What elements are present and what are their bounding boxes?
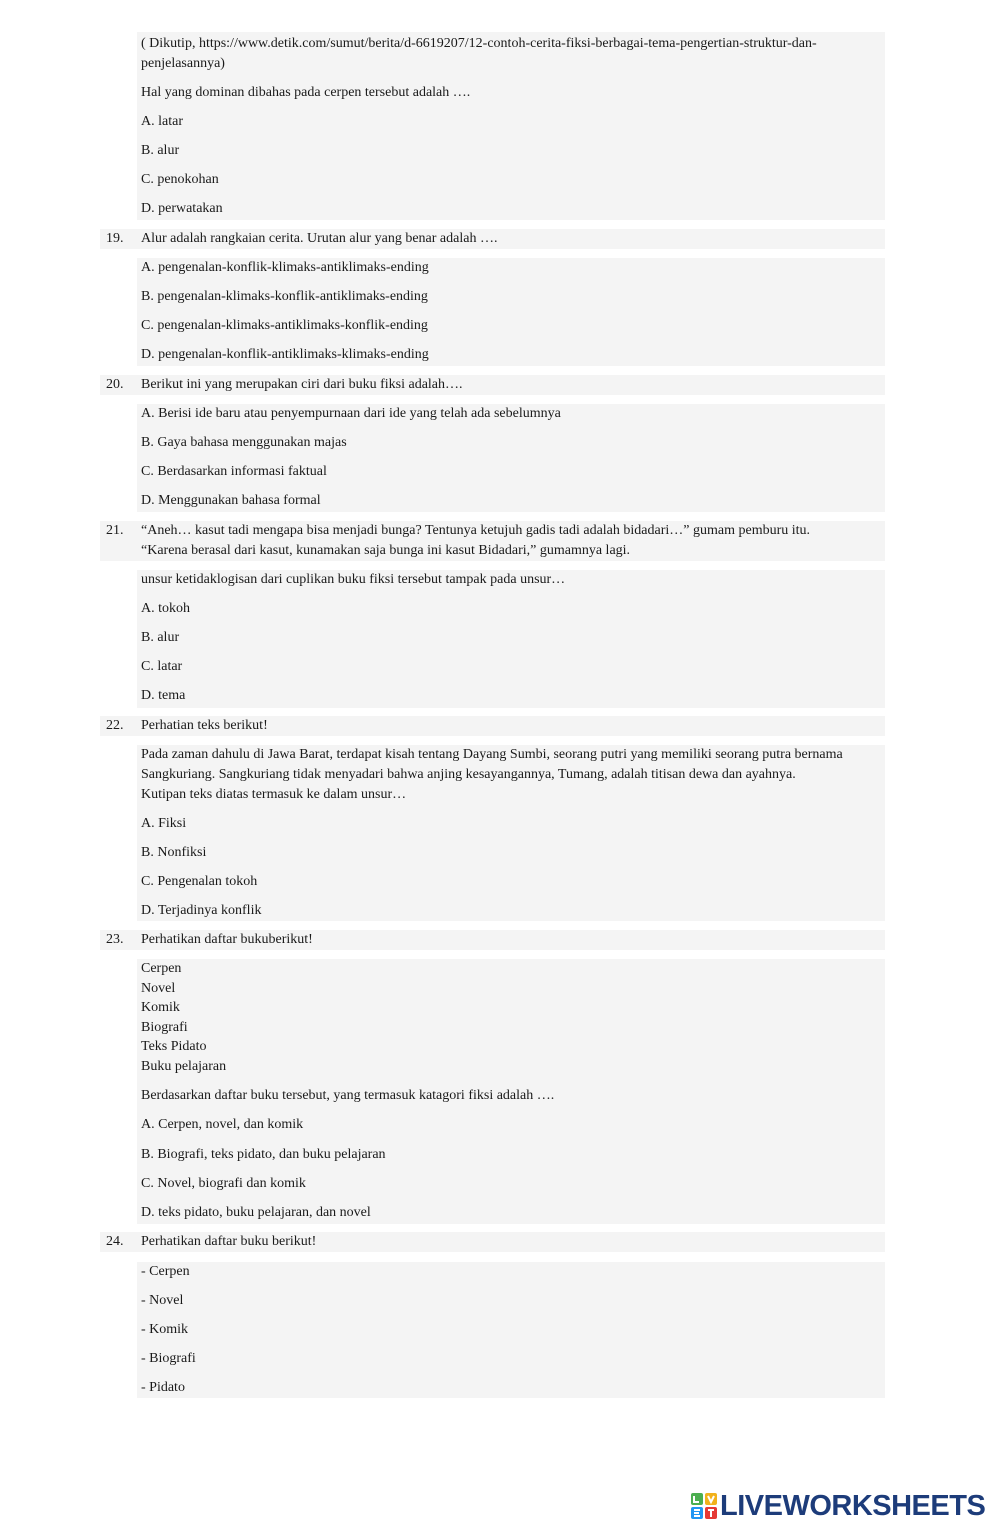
source-question: Hal yang dominan dibahas pada cerpen tersebut adalah ….	[141, 85, 471, 100]
question-24-header	[100, 1232, 885, 1252]
option-c[interactable]: C. pengenalan-klimaks-antiklimaks-konflik-ending	[141, 318, 428, 333]
list-item: - Biografi	[141, 1351, 196, 1366]
question-text: Perhatikan daftar bukuberikut!	[141, 932, 313, 947]
question-21-header	[100, 521, 885, 561]
liveworksheets-logo-icon	[690, 1492, 718, 1520]
option-c[interactable]: C. Novel, biografi dan komik	[141, 1176, 306, 1191]
list-item: Novel	[141, 981, 176, 996]
list-item: Teks Pidato	[141, 1039, 207, 1054]
question-number: 20.	[106, 377, 124, 392]
question-19-header	[100, 229, 885, 249]
option-b[interactable]: B. alur	[141, 143, 180, 158]
option-c[interactable]: C. penokohan	[141, 172, 219, 187]
passage-line-1: Pada zaman dahulu di Jawa Barat, terdapat kisah tentang Dayang Sumbi, seorang putri yang memiliki seorang putra bernama	[141, 747, 843, 762]
question-text-line-2: “Karena berasal dari kasut, kunamakan saja bunga ini kasut Bidadari,” gumamnya lagi.	[141, 543, 631, 558]
option-d[interactable]: D. Menggunakan bahasa formal	[141, 493, 321, 508]
question-number: 19.	[106, 231, 124, 246]
option-c[interactable]: C. Pengenalan tokoh	[141, 874, 258, 889]
list-item: Cerpen	[141, 961, 182, 976]
liveworksheets-logo	[690, 1490, 985, 1522]
citation-line-1: ( Dikutip, https://www.detik.com/sumut/berita/d-6619207/12-contoh-cerita-fiksi-berbagai-tema-pengertian-struktur-dan-	[141, 36, 817, 51]
question-text: Perhatikan daftar buku berikut!	[141, 1234, 317, 1249]
passage-line-3: Kutipan teks diatas termasuk ke dalam unsur…	[141, 787, 407, 802]
list-item: - Pidato	[141, 1380, 185, 1395]
option-b[interactable]: B. Biografi, teks pidato, dan buku pelajaran	[141, 1147, 386, 1162]
option-a[interactable]: A. Fiksi	[141, 816, 187, 831]
question-prompt: unsur ketidaklogisan dari cuplikan buku fiksi tersebut tampak pada unsur…	[141, 572, 566, 587]
option-c[interactable]: C. Berdasarkan informasi faktual	[141, 464, 327, 479]
option-a[interactable]: A. Cerpen, novel, dan komik	[141, 1117, 304, 1132]
option-d[interactable]: D. pengenalan-konflik-antiklimaks-klimaks-ending	[141, 347, 429, 362]
question-number: 21.	[106, 523, 124, 538]
option-b[interactable]: B. alur	[141, 630, 180, 645]
option-a[interactable]: A. tokoh	[141, 601, 190, 616]
question-prompt: Berdasarkan daftar buku tersebut, yang termasuk katagori fiksi adalah ….	[141, 1088, 555, 1103]
list-item: - Cerpen	[141, 1264, 190, 1279]
question-text-line-1: “Aneh… kasut tadi mengapa bisa menjadi bunga? Tentunya ketujuh gadis tadi adalah bidadari…” gumam pemburu itu.	[141, 523, 811, 538]
logo-text: LIVEWORKSHEETS	[720, 1489, 986, 1522]
question-number: 24.	[106, 1234, 124, 1249]
question-number: 23.	[106, 932, 124, 947]
question-20-header	[100, 375, 885, 395]
option-d[interactable]: D. Terjadinya konflik	[141, 903, 262, 918]
option-a[interactable]: A. latar	[141, 114, 183, 129]
question-text: Perhatian teks berikut!	[141, 718, 268, 733]
option-b[interactable]: B. Nonfiksi	[141, 845, 207, 860]
question-23-header	[100, 930, 885, 950]
question-number: 22.	[106, 718, 124, 733]
list-item: Biografi	[141, 1020, 188, 1035]
option-d[interactable]: D. tema	[141, 688, 186, 703]
question-text: Alur adalah rangkaian cerita. Urutan alur yang benar adalah ….	[141, 231, 498, 246]
passage-line-2: Sangkuriang. Sangkuriang tidak menyadari bahwa anjing kesayangannya, Tumang, adalah titisan dewa dan ayahnya.	[141, 767, 796, 782]
option-a[interactable]: A. pengenalan-konflik-klimaks-antiklimaks-ending	[141, 260, 429, 275]
option-d[interactable]: D. perwatakan	[141, 201, 223, 216]
question-text: Berikut ini yang merupakan ciri dari buku fiksi adalah….	[141, 377, 463, 392]
option-c[interactable]: C. latar	[141, 659, 183, 674]
citation-line-2: penjelasannya)	[141, 56, 225, 71]
option-a[interactable]: A. Berisi ide baru atau penyempurnaan dari ide yang telah ada sebelumnya	[141, 406, 561, 421]
list-item: Komik	[141, 1000, 180, 1015]
list-item: Buku pelajaran	[141, 1059, 227, 1074]
question-22-header	[100, 716, 885, 736]
list-item: - Komik	[141, 1322, 189, 1337]
option-b[interactable]: B. Gaya bahasa menggunakan majas	[141, 435, 347, 450]
option-b[interactable]: B. pengenalan-klimaks-konflik-antiklimaks-ending	[141, 289, 428, 304]
option-d[interactable]: D. teks pidato, buku pelajaran, dan novel	[141, 1205, 371, 1220]
list-item: - Novel	[141, 1293, 184, 1308]
